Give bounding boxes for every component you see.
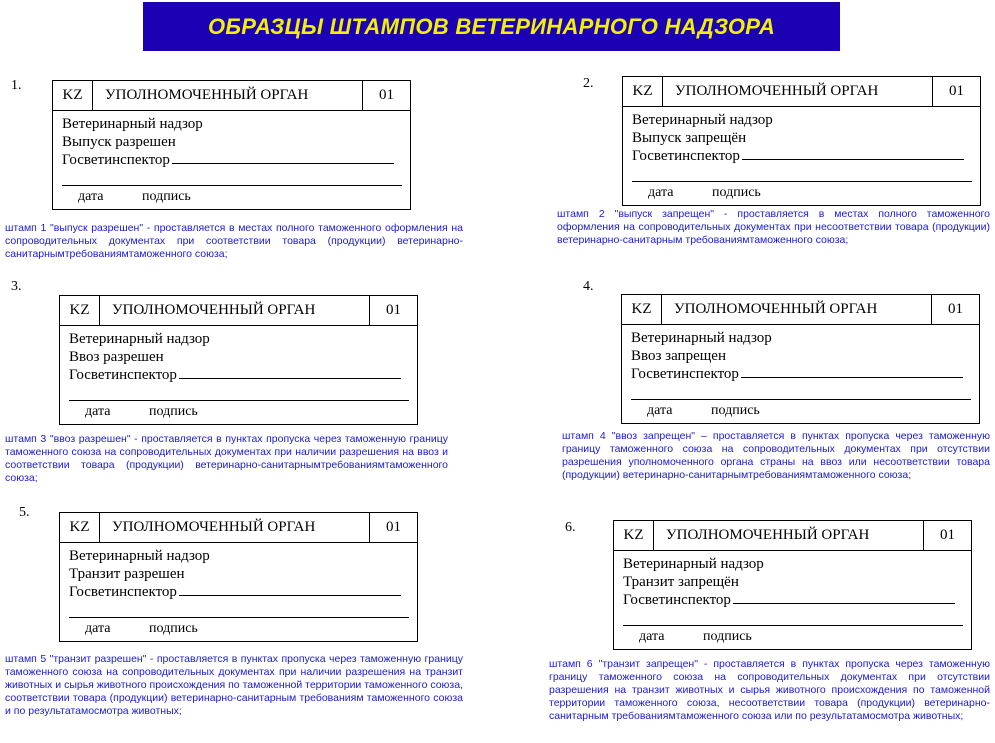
stamp-status: Транзит разрешен: [69, 566, 185, 582]
stamp-5: [59, 512, 418, 642]
stamp-header: [53, 81, 410, 111]
vet-supervision-label: Ветеринарный надзор: [62, 116, 203, 132]
authority-label: УПОЛНОМОЧЕННЫЙ ОРГАН: [663, 77, 933, 106]
stamp-number: 2.: [583, 76, 594, 91]
stamp-code: 01: [379, 87, 394, 103]
stamp-6: [613, 520, 972, 650]
inspector-line: [623, 592, 955, 609]
inspector-label: Госветинспектор: [62, 152, 170, 168]
inspector-label: Госветинспектор: [69, 367, 177, 383]
stamp-description: штамп 6 "транзит запрещен" - проставляется в пунктах пропуска через таможенную границу таможенного союза на сопроводительных документах при отсутствии разрешения на транзит животных и сырья животного происхождения по таможенной территории таможенного союза, несоответствии товара (продукции) ветеринарно-санитарным требованиямтаможенного союза или по результатамосмотра животных;: [549, 658, 990, 722]
signature-blank: [741, 376, 963, 378]
date-label: дата: [639, 629, 665, 644]
stamp-header: [622, 295, 979, 325]
stamp-number: 5.: [19, 505, 30, 520]
inspector-label: Госветинспектор: [632, 148, 740, 164]
stamp-number: 3.: [11, 279, 22, 294]
date-signature-rule: [69, 617, 409, 618]
country-code: KZ: [623, 77, 663, 106]
stamp-4: [621, 294, 980, 424]
title-banner: [143, 2, 840, 51]
authority-label: УПОЛНОМОЧЕННЫЙ ОРГАН: [93, 81, 363, 110]
country-code: KZ: [53, 81, 93, 110]
signature-blank: [742, 158, 964, 160]
stamp-code: 01: [386, 519, 401, 535]
signature-label: подпись: [149, 621, 198, 636]
date-label: дата: [85, 621, 111, 636]
date-signature-rule: [69, 400, 409, 401]
authority-label: УПОЛНОМОЧЕННЫЙ ОРГАН: [662, 295, 932, 324]
inspector-label: Госветинспектор: [69, 584, 177, 600]
stamp-header: [60, 513, 417, 543]
signature-blank: [179, 377, 401, 379]
date-label: дата: [85, 404, 111, 419]
stamp-number: 1.: [11, 78, 22, 93]
signature-label: подпись: [149, 404, 198, 419]
inspector-line: [69, 584, 401, 601]
stamp-status: Выпуск разрешен: [62, 134, 176, 150]
authority-label: УПОЛНОМОЧЕННЫЙ ОРГАН: [654, 521, 924, 550]
country-code: KZ: [60, 296, 100, 325]
stamp-code: 01: [940, 527, 955, 543]
stamp-1: [52, 80, 411, 210]
signature-label: подпись: [142, 189, 191, 204]
date-signature-rule: [632, 181, 972, 182]
vet-supervision-label: Ветеринарный надзор: [623, 556, 764, 572]
stamp-description: штамп 1 "выпуск разрешен" - проставляется в местах полного таможенного оформления на сопроводительных документах при соответствии товара (продукции) ветеринарно-санитарнымтребованиямтаможенного союза;: [5, 222, 463, 260]
signature-label: подпись: [712, 185, 761, 200]
stamp-code: 01: [386, 302, 401, 318]
signature-blank: [179, 594, 401, 596]
authority-label: УПОЛНОМОЧЕННЫЙ ОРГАН: [100, 513, 370, 542]
stamp-code: 01: [948, 301, 963, 317]
stamp-3: [59, 295, 418, 425]
date-label: дата: [648, 185, 674, 200]
stamp-status: Ввоз запрещен: [631, 348, 726, 364]
date-signature-rule: [62, 185, 402, 186]
date-signature-rule: [631, 399, 971, 400]
stamp-status: Выпуск запрещён: [632, 130, 747, 146]
inspector-line: [631, 366, 963, 383]
stamp-number: 6.: [565, 520, 576, 535]
stamp-description: штамп 2 "выпуск запрещен" - проставляется в местах полного таможенного оформления на сопроводительных документах при несоответствии товара (продукции) ветеринарно-санитарным требованиямтаможенного союза;: [557, 208, 990, 246]
inspector-line: [69, 367, 401, 384]
date-label: дата: [647, 403, 673, 418]
stamp-header: [60, 296, 417, 326]
stamp-description: штамп 3 "ввоз разрешен" - проставляется в пунктах пропуска через таможенную границу таможенного союза на сопроводительных документах при наличии разрешения на ввоз и соответствии товара (продукции) ветеринарно-санитарнымтребованиямтаможенного союза;: [5, 433, 448, 484]
stamp-number: 4.: [583, 279, 594, 294]
vet-supervision-label: Ветеринарный надзор: [631, 330, 772, 346]
date-label: дата: [78, 189, 104, 204]
vet-supervision-label: Ветеринарный надзор: [69, 331, 210, 347]
page-title: ОБРАЗЦЫ ШТАМПОВ ВЕТЕРИНАРНОГО НАДЗОРА: [207, 13, 776, 39]
inspector-line: [632, 148, 964, 165]
inspector-label: Госветинспектор: [623, 592, 731, 608]
stamp-description: штамп 4 "ввоз запрещен" – проставляется в пунктах пропуска через таможенную границу таможенного союза на сопроводительных документах при отсутствии разрешения уполномоченного органа страны на ввоз или несоответствии товара (продукции) ветеринарно-санитарнымтребованиямтаможенного союза;: [562, 430, 990, 481]
inspector-line: [62, 152, 394, 169]
signature-label: подпись: [711, 403, 760, 418]
signature-blank: [733, 602, 955, 604]
stamp-header: [623, 77, 980, 107]
stamp-description: штамп 5 "транзит разрешен" - проставляется в пунктах пропуска через таможенную границу таможенного союза на сопроводительных документах при наличии разрешения на транзит животных и сырья животного происхождения по таможенной территории таможенного союза, соответствии товара (продукции) ветеринарно-санитарным требованиям таможенного союза и по результатамосмотра животных;: [5, 653, 463, 717]
stamp-status: Транзит запрещён: [623, 574, 739, 590]
stamp-status: Ввоз разрешен: [69, 349, 164, 365]
stamp-2: [622, 76, 981, 206]
country-code: KZ: [60, 513, 100, 542]
country-code: KZ: [614, 521, 654, 550]
vet-supervision-label: Ветеринарный надзор: [632, 112, 773, 128]
date-signature-rule: [623, 625, 963, 626]
inspector-label: Госветинспектор: [631, 366, 739, 382]
stamp-code: 01: [949, 83, 964, 99]
country-code: KZ: [622, 295, 662, 324]
authority-label: УПОЛНОМОЧЕННЫЙ ОРГАН: [100, 296, 370, 325]
stamp-header: [614, 521, 971, 551]
vet-supervision-label: Ветеринарный надзор: [69, 548, 210, 564]
signature-blank: [172, 162, 394, 164]
signature-label: подпись: [703, 629, 752, 644]
